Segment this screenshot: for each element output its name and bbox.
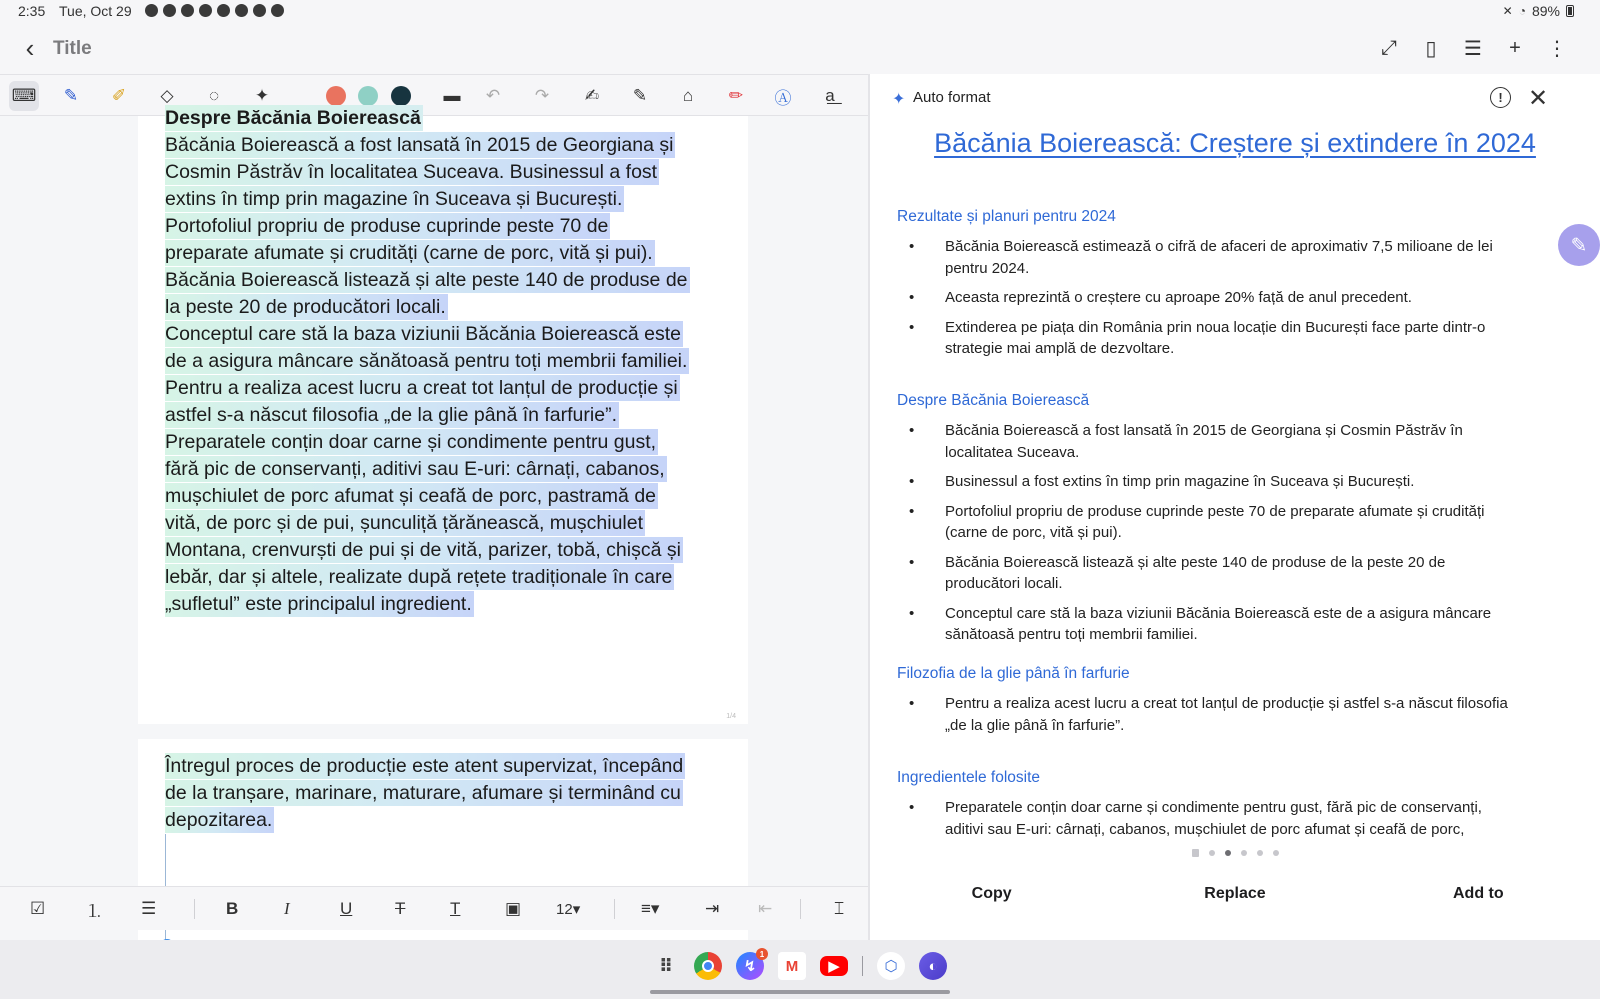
note-line-text: Întregul proces de producție este atent supervizat, începând [165, 755, 684, 777]
chrome-icon[interactable] [694, 952, 722, 980]
title-bar-actions [1376, 35, 1570, 61]
pen-icon[interactable]: ✎ [63, 86, 79, 105]
note-line-text: astfel s-a născut filosofia „de la glie până în farfurie”. [165, 404, 617, 426]
bullet-text: • Aceasta reprezintă o creștere cu aproape 20% față de anul precedent. [945, 289, 1412, 306]
outdent-icon[interactable]: ⇤ [758, 899, 773, 918]
text-frame-icon[interactable]: ⌶ [834, 899, 845, 918]
youtube-icon[interactable]: ▶ [820, 956, 848, 976]
status-date: Tue, Oct 29 [59, 3, 132, 19]
ai-assist-icon[interactable]: ✦ [254, 86, 270, 105]
auto-format-header [870, 74, 1600, 122]
bullet-item [915, 693, 1547, 736]
app-drawer-icon[interactable]: ⠿ [658, 955, 674, 976]
note-line-text: extins în timp prin magazine în Suceava și București. [165, 188, 623, 210]
note-line[interactable] [165, 240, 725, 267]
wifi-icon: ◔ [1518, 4, 1526, 18]
toolbar-divider [194, 899, 195, 919]
italic-icon[interactable]: I [284, 899, 290, 918]
bullet-text: • Băcănia Boierească a fost lansată în 2015 de Georgiana și Cosmin Păstrăv în [945, 422, 1463, 439]
toolbar-divider [614, 899, 615, 919]
section-heading: Ingredientele folosite [897, 769, 1041, 786]
add-to-button[interactable]: Add to [1452, 885, 1504, 902]
note-line-text: Preparatele conțin doar carne și condimente pentru gust, [165, 431, 657, 453]
note-line[interactable] [165, 591, 725, 618]
result-pager [870, 849, 1600, 857]
pager-dot[interactable] [1273, 850, 1279, 856]
pager-dot[interactable] [1257, 850, 1263, 856]
note-text-page-1[interactable] [165, 105, 725, 618]
note-line-text: mușchiulet de porc afumat și ceafă de porc, pastramă de [165, 485, 657, 507]
bold-icon[interactable]: B [226, 899, 239, 918]
bullet-item [915, 236, 1547, 279]
note-line[interactable] [165, 753, 725, 780]
bullet-item [915, 471, 1547, 493]
app-notification-icon-3 [217, 4, 230, 17]
pager-dot[interactable] [1241, 850, 1247, 856]
underline-icon[interactable]: U [340, 899, 353, 918]
note-line-text: Băcănia Boierească a fost lansată în 2015 de Georgiana și [165, 134, 674, 156]
info-icon[interactable]: ! [1490, 87, 1511, 108]
note-line[interactable] [165, 213, 725, 240]
strikethrough-icon[interactable]: T [395, 899, 406, 918]
pager-dot[interactable] [1209, 850, 1215, 856]
text-format-icon[interactable]: a͟ [825, 86, 835, 105]
text-format-toolbar [0, 886, 868, 930]
bullet-item [915, 420, 1547, 463]
bullet-text: • Portofoliul propriu de produse cuprinde peste 70 de preparate afumate și crudități [945, 502, 1485, 520]
bullet-text: sănătoasă pentru toți membrii familiei. [945, 626, 1198, 643]
bullet-item [915, 603, 1547, 646]
title-bar [0, 22, 1600, 74]
note-page-1[interactable] [138, 107, 748, 724]
bullet-item [915, 552, 1547, 595]
app-notification-icon-2 [199, 4, 212, 17]
settings-app-icon[interactable]: ⬡ [877, 952, 905, 980]
highlighter-icon[interactable]: ✐ [111, 86, 127, 105]
handwriting-icon[interactable]: Ⓐ [774, 88, 792, 108]
bullet-text: „de la glie până în farfurie”. [945, 716, 1125, 734]
back-arrow-icon[interactable]: ‹ [25, 32, 35, 63]
bullet-item [915, 797, 1547, 840]
note-line-text: Băcănia Boierească listează și alte peste 140 de produse de [165, 269, 688, 291]
dock-divider [862, 956, 863, 976]
note-line[interactable] [165, 267, 725, 294]
auto-format-title: Auto format [913, 89, 991, 106]
pen-red-icon[interactable]: ✏ [728, 86, 744, 105]
status-right [1503, 3, 1574, 19]
note-line[interactable] [165, 132, 725, 159]
page-layout-icon[interactable]: ☰ [1464, 37, 1482, 60]
bullet-text: strategie mai amplă de dezvoltare. [945, 340, 1175, 357]
close-icon[interactable]: ✕ [1528, 85, 1549, 112]
bullet-text: • Preparatele conțin doar carne și condimente pentru gust, fără pic de conservanți, [945, 799, 1482, 816]
section-heading: Despre Băcănia Boierească [897, 392, 1090, 409]
pen-mode-icon[interactable]: ✎ [632, 86, 648, 105]
bullet-text: • Băcănia Boierească estimează o cifră de afaceri de aproximativ 7,5 milioane de lei [945, 238, 1493, 255]
pager-dot-active[interactable] [1225, 850, 1231, 856]
note-line-text: Despre Băcănia Boierească [165, 107, 421, 129]
bullet-text: • Pentru a realiza acest lucru a creat tot lanțul de producție și astfel s-a născut filosofia [945, 695, 1508, 712]
note-line-text: „sufletul” este principalul ingredient. [165, 593, 472, 615]
note-line[interactable] [165, 294, 725, 321]
edit-fab-icon[interactable]: ✎ [1558, 224, 1600, 266]
text-color-icon[interactable]: T [450, 899, 461, 918]
bullet-text: pentru 2024. [945, 259, 1030, 277]
note-line-text: Conceptul care stă la baza viziunii Băcănia Boierească este [165, 323, 681, 345]
note-line[interactable] [165, 807, 725, 834]
note-line[interactable] [165, 402, 725, 429]
formatted-doc-title: Băcănia Boierească: Creștere și extindere în 2024 [934, 128, 1536, 158]
bullet-item [915, 317, 1547, 360]
note-line-text: Cosmin Păstrăv în localitatea Suceava. Businessul a fost [165, 161, 658, 183]
note-title[interactable]: Title [53, 38, 92, 59]
note-editor [0, 74, 868, 940]
settings-notification-icon [271, 4, 284, 17]
eraser-icon[interactable]: ◇ [160, 86, 174, 105]
color-swatch-2[interactable] [358, 86, 378, 106]
note-line[interactable] [165, 780, 725, 807]
note-line-text: lebăr, dar și altele, realizate după rețete tradiționale în care [165, 566, 673, 588]
home-indicator[interactable] [650, 990, 950, 994]
shape-pen-icon[interactable]: ⌂ [682, 86, 694, 105]
note-line-text: de la tranșare, marinare, maturare, afumare și terminând cu [165, 782, 681, 804]
pen-settings-icon[interactable]: ✍ [584, 86, 600, 105]
app-notification-icon [181, 4, 194, 17]
app-notification-icon-4 [235, 4, 248, 17]
note-line-text: de a asigura mâncare sănătoasă pentru toți membrii familiei. [165, 350, 688, 372]
section-heading: Rezultate și planuri pentru 2024 [897, 208, 1116, 225]
bullet-text: • Extinderea pe piața din România prin noua locație din București face parte dintr-o [945, 318, 1486, 336]
bullet-text: producători locali. [945, 575, 1063, 592]
note-line[interactable] [165, 564, 725, 591]
expand-icon[interactable]: ⤢ [1381, 36, 1397, 59]
battery-level: 89% [1531, 3, 1560, 19]
internet-icon[interactable]: ◐ [919, 952, 947, 980]
page-number: 1/4 [726, 713, 736, 720]
image-notification-icon [253, 4, 266, 17]
note-line[interactable] [165, 105, 725, 132]
font-size-selector[interactable]: 12 ▾ [556, 900, 581, 918]
undo-icon[interactable]: ↶ [485, 86, 501, 105]
note-line-text: depozitarea. [165, 809, 273, 831]
book-view-icon[interactable]: ▯ [1425, 37, 1437, 60]
note-line-text: la peste 20 de producători locali. [165, 296, 446, 318]
battery-icon [1566, 5, 1574, 17]
notification-icons [145, 4, 284, 17]
toolbar-divider [800, 899, 801, 919]
status-bar [0, 0, 1600, 22]
numbered-list-icon[interactable]: ⒈ [86, 901, 103, 921]
copy-button[interactable]: Copy [971, 885, 1012, 902]
add-page-icon[interactable]: + [1509, 36, 1521, 59]
bullet-text: (carne de porc, vită și pui). [945, 524, 1122, 541]
stroke-width-icon[interactable]: ▬ [443, 86, 461, 105]
color-swatch-3[interactable] [391, 86, 411, 106]
messenger-icon[interactable]: ↯ 1 [736, 952, 764, 980]
keyboard-icon[interactable]: ⌨ [9, 81, 39, 111]
bullet-item [915, 501, 1547, 544]
note-line-text: Pentru a realiza acest lucru a creat tot lanțul de producție și [165, 377, 678, 399]
gmail-icon[interactable]: M [778, 952, 806, 980]
checkbox-list-icon[interactable]: ☑ [30, 899, 46, 918]
bullet-text: localitatea Suceava. [945, 443, 1080, 461]
note-line[interactable] [165, 429, 725, 456]
auto-format-panel [870, 74, 1600, 940]
text-box-icon[interactable]: ▣ [505, 899, 522, 918]
color-swatch-1[interactable] [326, 86, 346, 106]
status-time: 2:35 [18, 3, 46, 19]
messenger-notification-icon [145, 4, 158, 17]
note-line-text: preparate afumate și crudități (carne de porc, vită și pui). [165, 242, 653, 264]
bullet-text: • Conceptul care stă la baza viziunii Băcănia Boierească este de a asigura mâncare [945, 604, 1492, 622]
sparkle-icon: ✦ [892, 91, 906, 108]
section-heading: Filozofia de la glie până în farfurie [897, 665, 1130, 682]
note-line[interactable] [165, 375, 725, 402]
align-icon[interactable]: ≡▾ [641, 899, 660, 918]
note-line-text: Portofoliul propriu de produse cuprinde peste 70 de [165, 215, 609, 237]
note-text-page-2[interactable] [165, 753, 725, 834]
note-line-text: fără pic de conservanți, aditivi sau E-uri: cârnați, cabanos, [165, 458, 665, 480]
note-line[interactable] [165, 186, 725, 213]
note-line-text: vită, de porc și de pui, șunculiță țărănească, mușchiulet [165, 512, 644, 534]
messenger-notification-icon-2 [163, 4, 176, 17]
note-line-text: Montana, crenvurști de pui și de vită, parizer, tobă, chișcă și [165, 539, 681, 561]
note-line[interactable] [165, 537, 725, 564]
font-size-value: 12 [556, 900, 573, 918]
lasso-icon[interactable]: ◌ [208, 86, 220, 105]
note-line[interactable] [165, 456, 725, 483]
more-options-icon[interactable]: ⋮ [1547, 37, 1567, 60]
pager-first-icon[interactable] [1192, 849, 1199, 857]
bullet-text: • Băcănia Boierească listează și alte peste 140 de produse de la peste 20 de [945, 553, 1446, 571]
bullet-list-icon[interactable]: ☰ [141, 899, 157, 918]
bullet-item [915, 287, 1547, 309]
dock-apps [652, 949, 947, 980]
messenger-badge: 1 [756, 948, 768, 960]
note-line[interactable] [165, 510, 725, 537]
auto-format-actions [870, 874, 1600, 924]
note-line[interactable] [165, 483, 725, 510]
redo-icon[interactable]: ↷ [534, 86, 550, 105]
indent-icon[interactable]: ⇥ [705, 899, 720, 918]
mute-icon: ✕ [1502, 4, 1513, 18]
bullet-text: aditivi sau E-uri: cârnați, cabanos, mușchiulet de porc afumat și ceafă de porc, [945, 820, 1465, 838]
note-line[interactable] [165, 321, 725, 348]
replace-button[interactable]: Replace [1204, 885, 1266, 902]
bullet-text: • Businessul a fost extins în timp prin magazine în Suceava și București. [945, 473, 1415, 490]
note-line[interactable] [165, 348, 725, 375]
note-line[interactable] [165, 159, 725, 186]
auto-format-content[interactable] [870, 122, 1600, 914]
